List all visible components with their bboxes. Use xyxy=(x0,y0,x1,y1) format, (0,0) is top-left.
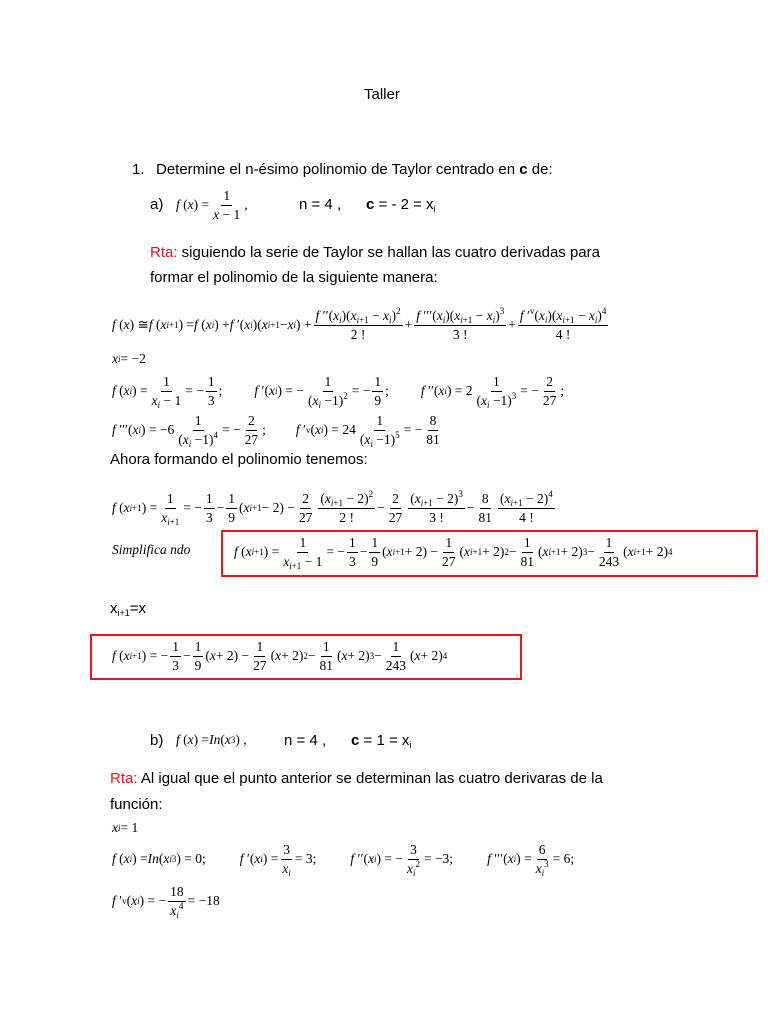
part-a-label: a) xyxy=(150,196,164,213)
simplificando-label: Simplifica ndo xyxy=(112,542,191,558)
xi-value-a: x i = −2 xyxy=(112,351,146,367)
simplified-polynomial: f ( x i+1 ) = 1 $x_{i+1} - 1$ = − 1 3 − 1 9 ( x i+1 + 2) − 1 27 ( x i+1 + 2) 2 − 1 81 ( x i+1 + 2) 3 − 1 243 ( x i+1 + 2) 4 xyxy=(234,535,673,571)
part-b-label: b) xyxy=(150,732,164,749)
part-a-c: c = - $2 = x_i$ xyxy=(366,196,436,214)
part-b-n: n = 4 , xyxy=(284,732,327,749)
part-a-rta-line1: Rta: siguiendo la serie de Taylor se hallan las cuatro derivadas para xyxy=(150,244,600,261)
rta-label: Rta: xyxy=(110,770,138,787)
part-b-rta-line1: Rta: Al igual que el punto anterior se determinan las cuatro derivaras de la xyxy=(110,770,603,787)
polynomial-formed: f ( x i+1 ) = 1 $x_{i+1}$ = − 1 3 − 1 9 ( x i+1 − 2) − 2 27 $(x_{i+1} - 2)^2$ 2 ! − 2 27 $(x_{i+1} - 2)^3$ 3 ! − 8 81 $(x_{i+1} - 2)^4$ 4 ! xyxy=(112,489,553,527)
part-a-n: n = 4 , xyxy=(299,196,342,213)
substitution-text: $x_{i+1}=x$ xyxy=(110,600,147,618)
part-a-function: f ( x ) = 1 x − 1 , xyxy=(176,188,248,222)
c-letter: c xyxy=(519,161,528,178)
rta-label: Rta: xyxy=(150,244,178,261)
part-b-rta-line2: función: xyxy=(110,796,163,813)
part-b-c: $c = 1 = x_i$ xyxy=(351,732,412,750)
question-number: 1. xyxy=(132,161,145,178)
derivatives-row1: f ( x i ) = 1 $x_i - 1$ = − 1 3 ; f ′( x i ) = − 1 $(x_i -1)^2$ = − 1 9 ; f ′′( x i ) = 2 1 $(x_i -1)^3$ = − 2 27 ; xyxy=(112,374,565,410)
question-text: Determine el n-ésimo polinomio de Taylor centrado en c de: xyxy=(156,161,553,178)
ahora-text: Ahora formando el polinomio tenemos: xyxy=(110,451,368,468)
page-title: Taller xyxy=(364,86,400,103)
derivatives-b-row2: f ′ v ( x i ) = − 18 $x_i^4$ = −18 xyxy=(112,884,220,920)
xi-value-b: x i = 1 xyxy=(112,820,139,836)
taylor-series-formula: f ( x ) ≅ f ( x i+1 ) = f ( x i ) + f ′( x i )( x i+1 − x i ) + f $''(x_i)(x_{i+1} - x_i)^2$ 2 ! + f $'''(x_i)(x_{i+1} - x_i)^3$ 3 ! + f $'^v(x_i)(x_{i+1} - x_i)^4$ 4 ! xyxy=(112,306,607,342)
derivatives-b-row1: f ( x i ) = In ( x i 3 ) = 0; f ′( x i ) = 3 $x_i$ = 3; f ′′( x i ) = − 3 $x_i^2$ = −3; f ′′′( x i ) = 6 $x_i^3$ = 6; xyxy=(112,842,575,878)
part-a-rta-line2: formar el polinomio de la siguiente manera: xyxy=(150,269,438,286)
final-polynomial: f ( x i+1 ) = − 1 3 − 1 9 ( x + 2) − 1 27 ( x + 2) 2 − 1 81 ( x + 2) 3 − 1 243 ( x + 2) 4 xyxy=(112,639,448,673)
derivatives-row2: f ′′′( x i ) = −6 1 $(x_i -1)^4$ = − 2 27 ; f ′ v ( x i ) = 24 1 $(x_i -1)^5$ = − 8 81 xyxy=(112,413,440,449)
part-b-function: f ( x ) = In ( x 3 ) , xyxy=(176,732,247,748)
